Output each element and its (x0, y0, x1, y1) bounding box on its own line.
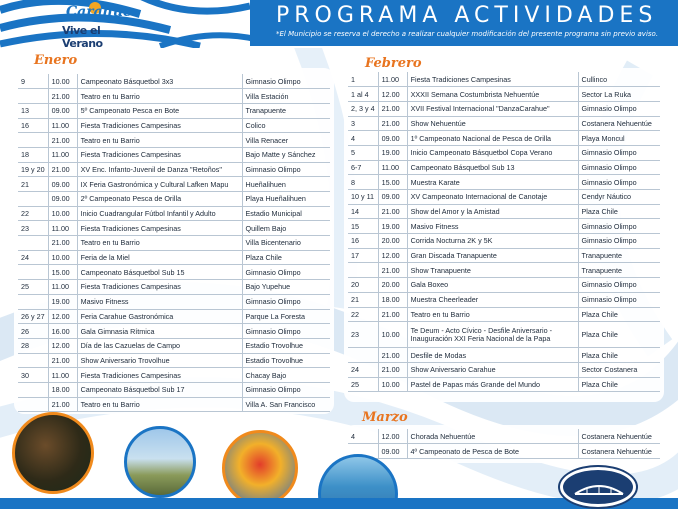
table-row (348, 444, 660, 459)
time-cell: 10.00 (48, 250, 77, 265)
day-cell (18, 192, 48, 207)
day-cell: 13 (18, 103, 48, 118)
time-cell: 12.00 (48, 338, 77, 353)
activity-cell: Teatro en tu Barrio (77, 133, 242, 148)
place-cell: Villa A. San Francisco (242, 397, 330, 412)
activity-cell: Corrida Nocturna 2K y 5K (407, 234, 578, 249)
municipality-logo (560, 467, 636, 507)
place-cell: Costanera Nehuentúe (578, 429, 660, 444)
activity-cell: XVII Festival Internacional "DanzaCarahue" (407, 101, 578, 116)
activity-cell: XXXII Semana Costumbrista Nehuentúe (407, 87, 578, 102)
table-row (18, 353, 330, 368)
place-cell: Hueñalihuen (242, 177, 330, 192)
time-cell: 11.00 (48, 280, 77, 295)
activity-cell: XV Campeonato Internacional de Canotaje (407, 190, 578, 205)
place-cell: Plaza Chile (578, 307, 660, 322)
table-row (18, 324, 330, 339)
activity-cell: Muestra Cheerleader (407, 292, 578, 307)
activity-cell: Te Deum - Acto Cívico - Desfile Aniversario - Inauguración XXI Feria Nacional de la Papa (407, 322, 578, 348)
table-row (348, 219, 660, 234)
day-cell: 25 (18, 280, 48, 295)
table-row (18, 265, 330, 280)
activity-cell: Show Aniversario Carahue (407, 362, 578, 377)
table-row (18, 89, 330, 104)
day-cell: 30 (18, 368, 48, 383)
time-cell: 11.00 (378, 72, 407, 87)
day-cell: 24 (348, 362, 378, 377)
day-cell: 28 (18, 338, 48, 353)
febrero-title: Febrero (365, 56, 422, 71)
time-cell: 12.00 (378, 87, 407, 102)
day-cell: 1 al 4 (348, 87, 378, 102)
febrero-panel (344, 68, 664, 402)
table-row (348, 362, 660, 377)
place-cell: Gimnasio Olimpo (578, 175, 660, 190)
activity-cell: Show Tranapuente (407, 263, 578, 278)
time-cell: 19.00 (378, 145, 407, 160)
time-cell: 21.00 (378, 101, 407, 116)
place-cell: Plaza Chile (242, 250, 330, 265)
time-cell: 21.00 (48, 133, 77, 148)
table-row (348, 131, 660, 146)
day-cell: 23 (18, 221, 48, 236)
photo-dancers (222, 430, 298, 506)
day-cell: 23 (348, 322, 378, 348)
day-cell (18, 133, 48, 148)
day-cell (348, 348, 378, 363)
header-band (0, 0, 678, 48)
time-cell: 09.00 (48, 177, 77, 192)
day-cell (18, 382, 48, 397)
activity-cell: Campeonato Básquetbol Sub 17 (77, 382, 242, 397)
activity-cell: 2º Campeonato Pesca de Orilla (77, 192, 242, 207)
place-cell: Colico (242, 118, 330, 133)
place-cell: Bajo Yupehue (242, 280, 330, 295)
table-row (348, 429, 660, 444)
place-cell: Gimnasio Olimpo (242, 74, 330, 89)
day-cell: 6-7 (348, 160, 378, 175)
day-cell: 15 (348, 219, 378, 234)
table-row (18, 280, 330, 295)
day-cell: 16 (18, 118, 48, 133)
activity-cell: Teatro en tu Barrio (407, 307, 578, 322)
time-cell: 09.00 (48, 192, 77, 207)
place-cell: Villa Renacer (242, 133, 330, 148)
activity-cell: Fiesta Tradiciones Campesinas (407, 72, 578, 87)
time-cell: 21.00 (378, 362, 407, 377)
activity-cell: 4º Campeonato de Pesca de Bote (407, 444, 578, 459)
day-cell: 26 (18, 324, 48, 339)
day-cell: 3 (348, 116, 378, 131)
time-cell: 21.00 (48, 236, 77, 251)
activity-cell: Fiesta Tradiciones Campesinas (77, 118, 242, 133)
table-row (348, 160, 660, 175)
activity-cell: Chorada Nehuentúe (407, 429, 578, 444)
day-cell (18, 265, 48, 280)
place-cell: Estadio Municipal (242, 206, 330, 221)
activity-cell: IX Feria Gastronómica y Cultural Lafken Mapu (77, 177, 242, 192)
time-cell: 20.00 (378, 278, 407, 293)
enero-panel (14, 68, 334, 414)
table-row (348, 377, 660, 392)
activity-cell: Show Nehuentúe (407, 116, 578, 131)
place-cell: Plaza Chile (578, 322, 660, 348)
activity-cell: Pastel de Papas más Grande del Mundo (407, 377, 578, 392)
time-cell: 21.00 (378, 307, 407, 322)
place-cell: Gimnasio Olimpo (242, 294, 330, 309)
activity-cell: Fiesta Tradiciones Campesinas (77, 280, 242, 295)
bridge-icon (573, 480, 625, 498)
time-cell: 19.00 (48, 294, 77, 309)
table-row (18, 236, 330, 251)
activity-cell: Fiesta Tradiciones Campesinas (77, 368, 242, 383)
table-row (18, 147, 330, 162)
time-cell: 12.00 (378, 248, 407, 263)
table-row (18, 382, 330, 397)
day-cell: 9 (18, 74, 48, 89)
activity-cell: Inicio Cuadrangular Fútbol Infantil y Adulto (77, 206, 242, 221)
table-row (18, 162, 330, 177)
activity-cell: Feria Carahue Gastronómica (77, 309, 242, 324)
table-row (18, 206, 330, 221)
table-row (348, 278, 660, 293)
day-cell: 16 (348, 234, 378, 249)
place-cell: Cendyr Náutico (578, 190, 660, 205)
day-cell: 24 (18, 250, 48, 265)
day-cell (18, 89, 48, 104)
photo-town-square (124, 426, 196, 498)
activity-cell: Campeonato Básquetbol Sub 15 (77, 265, 242, 280)
activity-cell: Feria de la Miel (77, 250, 242, 265)
time-cell: 18.00 (48, 382, 77, 397)
day-cell (18, 236, 48, 251)
table-row (18, 309, 330, 324)
time-cell: 21.00 (48, 89, 77, 104)
place-cell: Plaza Chile (578, 377, 660, 392)
place-cell: Cullinco (578, 72, 660, 87)
logo-text-carahue: Carahue (66, 4, 132, 20)
day-cell: 10 y 11 (348, 190, 378, 205)
place-cell: Gimnasio Olimpo (578, 219, 660, 234)
time-cell: 12.00 (48, 309, 77, 324)
time-cell: 10.00 (378, 322, 407, 348)
day-cell: 20 (348, 278, 378, 293)
table-row (348, 348, 660, 363)
table-row (18, 177, 330, 192)
day-cell: 8 (348, 175, 378, 190)
table-row (348, 101, 660, 116)
table-row (348, 263, 660, 278)
place-cell: Gimnasio Olimpo (578, 145, 660, 160)
day-cell: 4 (348, 131, 378, 146)
table-row (348, 307, 660, 322)
place-cell: Gimnasio Olimpo (242, 162, 330, 177)
place-cell: Villa Estación (242, 89, 330, 104)
table-row (18, 338, 330, 353)
day-cell: 21 (18, 177, 48, 192)
time-cell: 09.00 (378, 444, 407, 459)
time-cell: 21.00 (378, 348, 407, 363)
activity-cell: Gala Gimnasia Rítmica (77, 324, 242, 339)
activity-cell: Muestra Karate (407, 175, 578, 190)
day-cell: 1 (348, 72, 378, 87)
activity-cell: Fiesta Tradiciones Campesinas (77, 221, 242, 236)
table-row (18, 103, 330, 118)
time-cell: 11.00 (48, 368, 77, 383)
disclaimer-note: *El Municipio se reserva el derecho a realizar cualquier modificación del presente programa sin previo aviso. (276, 30, 659, 38)
table-row (348, 72, 660, 87)
table-row (18, 250, 330, 265)
time-cell: 20.00 (378, 234, 407, 249)
time-cell: 11.00 (48, 118, 77, 133)
enero-title: Enero (34, 53, 78, 68)
place-cell: Gimnasio Olimpo (242, 265, 330, 280)
place-cell: Plaza Chile (578, 204, 660, 219)
place-cell: Tranapuente (578, 263, 660, 278)
place-cell: Quillem Bajo (242, 221, 330, 236)
activity-cell: 1º Campeonato Nacional de Pesca de Orilla (407, 131, 578, 146)
table-row (348, 248, 660, 263)
time-cell: 09.00 (48, 103, 77, 118)
time-cell: 18.00 (378, 292, 407, 307)
time-cell: 21.00 (378, 263, 407, 278)
activity-cell: Campeonato Básquetbol 3x3 (77, 74, 242, 89)
day-cell (18, 353, 48, 368)
place-cell: Tranapuente (578, 248, 660, 263)
day-cell: 18 (18, 147, 48, 162)
place-cell: Villa Bicentenario (242, 236, 330, 251)
time-cell: 09.00 (378, 131, 407, 146)
place-cell: Estadio Trovolhue (242, 338, 330, 353)
day-cell (18, 397, 48, 412)
day-cell: 4 (348, 429, 378, 444)
table-row (18, 294, 330, 309)
place-cell: Tranapuente (242, 103, 330, 118)
enero-table (18, 74, 330, 412)
time-cell: 11.00 (378, 160, 407, 175)
activity-cell: Teatro en tu Barrio (77, 236, 242, 251)
table-row (348, 190, 660, 205)
day-cell: 21 (348, 292, 378, 307)
page-title: PROGRAMA ACTIVIDADES (276, 3, 658, 28)
day-cell: 5 (348, 145, 378, 160)
place-cell: Playa Moncul (578, 131, 660, 146)
table-row (18, 368, 330, 383)
time-cell: 21.00 (378, 204, 407, 219)
place-cell: Costanera Nehuentúe (578, 116, 660, 131)
carahue-logo (58, 2, 130, 46)
place-cell: Parque La Foresta (242, 309, 330, 324)
time-cell: 15.00 (378, 175, 407, 190)
table-row (348, 234, 660, 249)
activity-cell: Show Aniversario Trovolhue (77, 353, 242, 368)
table-row (348, 145, 660, 160)
activity-cell: Masivo Fitness (407, 219, 578, 234)
marzo-table (348, 429, 660, 459)
place-cell: Bajo Matte y Sánchez (242, 147, 330, 162)
time-cell: 10.00 (48, 206, 77, 221)
place-cell: Gimnasio Olimpo (242, 382, 330, 397)
table-row (18, 192, 330, 207)
time-cell: 21.00 (48, 397, 77, 412)
day-cell: 19 y 20 (18, 162, 48, 177)
time-cell: 10.00 (48, 74, 77, 89)
day-cell: 22 (348, 307, 378, 322)
activity-cell: 5º Campeonato Pesca en Bote (77, 103, 242, 118)
activity-cell: Desfile de Modas (407, 348, 578, 363)
table-row (348, 292, 660, 307)
time-cell: 21.00 (378, 116, 407, 131)
activity-cell: Gran Discada Tranapuente (407, 248, 578, 263)
activity-cell: Teatro en tu Barrio (77, 89, 242, 104)
table-row (18, 74, 330, 89)
day-cell: 2, 3 y 4 (348, 101, 378, 116)
place-cell: Gimnasio Olimpo (242, 324, 330, 339)
place-cell: Estadio Trovolhue (242, 353, 330, 368)
day-cell: 17 (348, 248, 378, 263)
time-cell: 11.00 (48, 147, 77, 162)
place-cell: Gimnasio Olimpo (578, 234, 660, 249)
place-cell: Chacay Bajo (242, 368, 330, 383)
activity-cell: Show del Amor y la Amistad (407, 204, 578, 219)
day-cell: 22 (18, 206, 48, 221)
place-cell: Sector Costanera (578, 362, 660, 377)
time-cell: 15.00 (48, 265, 77, 280)
activity-cell: Teatro en tu Barrio (77, 397, 242, 412)
time-cell: 10.00 (378, 377, 407, 392)
activity-cell: Masivo Fitness (77, 294, 242, 309)
day-cell (348, 263, 378, 278)
time-cell: 11.00 (48, 221, 77, 236)
table-row (18, 118, 330, 133)
day-cell: 14 (348, 204, 378, 219)
place-cell: Costanera Nehuentúe (578, 444, 660, 459)
table-row (18, 397, 330, 412)
logo-text-vive-el-verano: Vive el Verano (62, 24, 103, 48)
table-row (348, 204, 660, 219)
table-row (18, 221, 330, 236)
day-cell (18, 294, 48, 309)
table-row (18, 133, 330, 148)
activity-cell: Gala Boxeo (407, 278, 578, 293)
activity-cell: XV Enc. Infanto-Juvenil de Danza "Retoños" (77, 162, 242, 177)
day-cell: 26 y 27 (18, 309, 48, 324)
table-row (348, 175, 660, 190)
activity-cell: Inicio Campeonato Básquetbol Copa Verano (407, 145, 578, 160)
place-cell: Gimnasio Olimpo (578, 278, 660, 293)
place-cell: Plaza Chile (578, 348, 660, 363)
table-row (348, 87, 660, 102)
table-row (348, 322, 660, 348)
place-cell: Playa Hueñalihuen (242, 192, 330, 207)
time-cell: 21.00 (48, 162, 77, 177)
table-row (348, 116, 660, 131)
time-cell: 16.00 (48, 324, 77, 339)
place-cell: Sector La Ruka (578, 87, 660, 102)
time-cell: 19.00 (378, 219, 407, 234)
place-cell: Gimnasio Olimpo (578, 101, 660, 116)
activity-cell: Campeonato Básquetbol Sub 13 (407, 160, 578, 175)
time-cell: 09.00 (378, 190, 407, 205)
day-cell: 25 (348, 377, 378, 392)
febrero-table (348, 72, 660, 392)
time-cell: 21.00 (48, 353, 77, 368)
activity-cell: Fiesta Tradiciones Campesinas (77, 147, 242, 162)
photo-mussels (12, 412, 94, 494)
place-cell: Gimnasio Olimpo (578, 160, 660, 175)
marzo-panel (344, 425, 664, 463)
activity-cell: Día de las Cazuelas de Campo (77, 338, 242, 353)
time-cell: 12.00 (378, 429, 407, 444)
marzo-title: Marzo (362, 410, 408, 425)
place-cell: Gimnasio Olimpo (578, 292, 660, 307)
